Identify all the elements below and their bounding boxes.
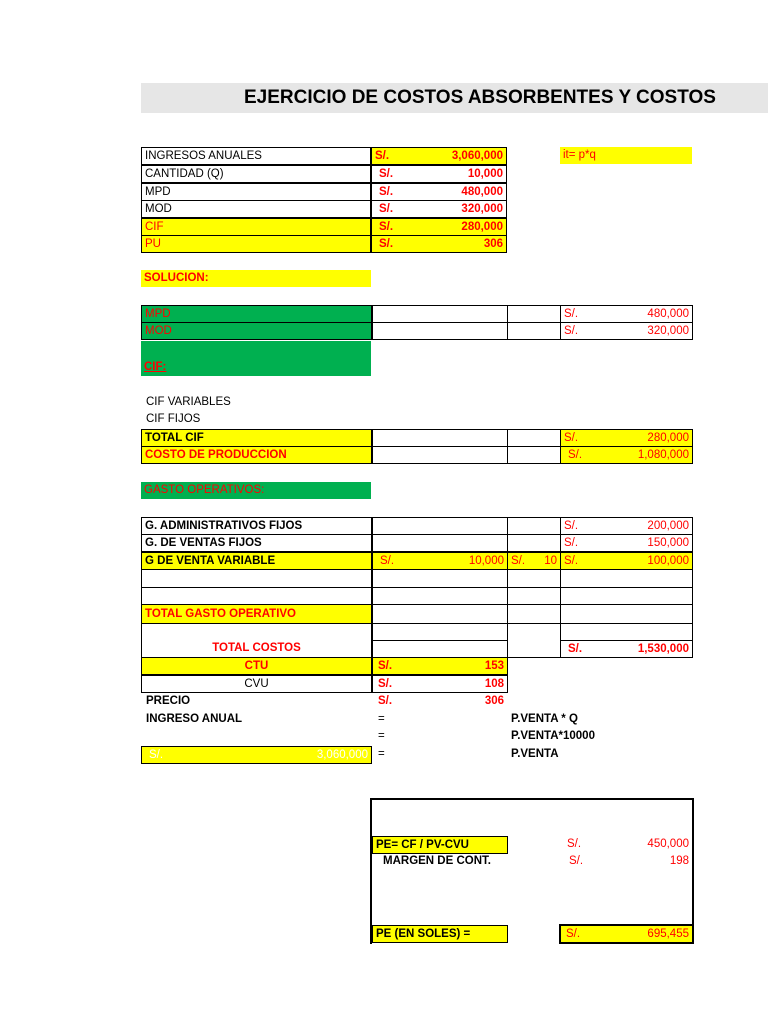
costo-produccion-empty-2 bbox=[507, 446, 561, 464]
cif-label: CIF: bbox=[144, 361, 167, 373]
label-mpd: MPD bbox=[141, 183, 371, 201]
currency-symbol: S/. bbox=[149, 749, 164, 761]
sol-value-mod bbox=[560, 322, 693, 340]
value-cantidad bbox=[371, 165, 507, 183]
tc-empty-4 bbox=[560, 623, 693, 641]
total-cif-label: TOTAL CIF bbox=[141, 429, 372, 447]
g-ventas-empty-1 bbox=[372, 534, 508, 552]
label-cif: CIF bbox=[141, 218, 371, 236]
cif-variables-label: CIF VARIABLES bbox=[146, 396, 231, 408]
currency-symbol: S/. bbox=[379, 168, 394, 180]
g-adm-empty-1 bbox=[372, 517, 508, 535]
value-ingresos-anuales-amount: 3,060,000 bbox=[451, 150, 503, 162]
total-cif-empty-1 bbox=[372, 429, 508, 447]
sol-mod-empty-2 bbox=[507, 322, 561, 340]
sol-value-mpd bbox=[560, 305, 693, 323]
total-gasto-operativo-label: TOTAL GASTO OPERATIVO bbox=[141, 604, 372, 624]
precio-value bbox=[373, 693, 507, 710]
tc-empty-2 bbox=[372, 640, 508, 658]
currency-symbol: S/. bbox=[379, 203, 394, 215]
currency-symbol: S/. bbox=[564, 432, 579, 444]
label-ingresos-anuales: INGRESOS ANUALES bbox=[141, 147, 371, 165]
margen-amount: 198 bbox=[669, 855, 689, 867]
cif-fijos-label: CIF FIJOS bbox=[146, 413, 201, 425]
g-variable-col2-amount: 10,000 bbox=[468, 555, 504, 567]
costo-produccion-label: COSTO DE PRODUCCION bbox=[141, 446, 372, 464]
sol-label-mod: MOD bbox=[141, 322, 372, 340]
currency-symbol: S/. bbox=[567, 838, 582, 850]
pe-frame bbox=[370, 798, 694, 944]
value-mod-amount: 320,000 bbox=[461, 203, 503, 215]
pe-amount: 450,000 bbox=[647, 838, 689, 850]
g-ventas-label: G. DE VENTAS FIJOS bbox=[141, 534, 372, 552]
total-cif-value bbox=[560, 429, 693, 447]
ctu-value bbox=[372, 657, 508, 675]
margen-value bbox=[560, 853, 692, 870]
costo-produccion-value bbox=[560, 446, 693, 464]
value-mpd bbox=[371, 183, 507, 201]
eq3-expr: P.VENTA bbox=[511, 748, 559, 760]
eq2: = bbox=[378, 730, 385, 742]
empty-row-2-d bbox=[560, 587, 693, 605]
margen-label: MARGEN DE CONT. bbox=[383, 855, 491, 867]
currency-symbol: S/. bbox=[375, 150, 390, 162]
empty-row-2-c bbox=[507, 587, 561, 605]
currency-symbol: S/. bbox=[564, 325, 579, 337]
ingreso-anual-expr: P.VENTA * Q bbox=[511, 713, 578, 725]
currency-symbol: S/. bbox=[566, 928, 581, 940]
g-variable-label: G DE VENTA VARIABLE bbox=[141, 552, 372, 570]
total-cif-amount: 280,000 bbox=[647, 432, 689, 444]
currency-symbol: S/. bbox=[380, 555, 395, 567]
pe-formula-label: PE= CF / PV-CVU bbox=[372, 836, 508, 854]
tc-empty-3 bbox=[507, 623, 561, 658]
currency-symbol: S/. bbox=[379, 186, 394, 198]
total-costos-amount: 1,530,000 bbox=[637, 643, 689, 655]
solucion-label: SOLUCION: bbox=[141, 270, 371, 287]
currency-symbol: S/. bbox=[378, 678, 393, 690]
precio-calc-amount: 3,060,000 bbox=[316, 749, 368, 761]
g-ventas-empty-2 bbox=[507, 534, 561, 552]
currency-symbol: S/. bbox=[379, 238, 394, 250]
ingreso-anual-eq: = bbox=[378, 713, 385, 725]
empty-row-2-a bbox=[141, 587, 372, 605]
sheet-title: EJERCICIO DE COSTOS ABSORBENTES Y COSTOS bbox=[141, 83, 768, 113]
g-variable-col2 bbox=[372, 552, 508, 570]
g-variable-col3-amount: 10 bbox=[544, 555, 557, 567]
ctu-label: CTU bbox=[141, 657, 372, 675]
g-adm-empty-2 bbox=[507, 517, 561, 535]
precio-amount: 306 bbox=[484, 695, 504, 707]
costo-produccion-amount: 1,080,000 bbox=[637, 449, 689, 461]
currency-symbol: S/. bbox=[564, 520, 579, 532]
g-variable-col3 bbox=[507, 552, 561, 570]
sol-mpd-empty-1 bbox=[372, 305, 508, 323]
value-cantidad-amount: 10,000 bbox=[467, 168, 503, 180]
sol-value-mpd-amount: 480,000 bbox=[647, 308, 689, 320]
eq3: = bbox=[378, 748, 385, 760]
tgo-empty-1 bbox=[372, 604, 508, 624]
g-adm-label: G. ADMINISTRATIVOS FIJOS bbox=[141, 517, 372, 535]
g-adm-value bbox=[560, 517, 693, 535]
value-mpd-amount: 480,000 bbox=[461, 186, 503, 198]
label-cantidad: CANTIDAD (Q) bbox=[141, 165, 371, 183]
currency-symbol: S/. bbox=[568, 449, 583, 461]
total-cif-empty-2 bbox=[507, 429, 561, 447]
empty-row-1-b bbox=[372, 569, 508, 588]
pe-soles-label: PE (EN SOLES) = bbox=[372, 925, 508, 943]
label-mod: MOD bbox=[141, 200, 371, 218]
pe-soles-amount: 695,455 bbox=[647, 928, 689, 940]
pe-value bbox=[560, 836, 692, 853]
currency-symbol: S/. bbox=[564, 537, 579, 549]
cvu-amount: 108 bbox=[484, 678, 504, 690]
g-variable-value bbox=[560, 552, 693, 570]
total-costos-label: TOTAL COSTOS bbox=[212, 642, 301, 654]
tgo-empty-2 bbox=[507, 604, 561, 624]
costo-produccion-empty-1 bbox=[372, 446, 508, 464]
eq2-expr: P.VENTA*10000 bbox=[511, 730, 595, 742]
tgo-empty-3 bbox=[560, 604, 693, 624]
sol-value-mod-amount: 320,000 bbox=[647, 325, 689, 337]
currency-symbol: S/. bbox=[379, 221, 394, 233]
g-ventas-amount: 150,000 bbox=[647, 537, 689, 549]
sol-label-mpd: MPD bbox=[141, 305, 372, 323]
cvu-value bbox=[372, 675, 508, 693]
currency-symbol: S/. bbox=[564, 308, 579, 320]
empty-row-1-a bbox=[141, 569, 372, 588]
formula-it: it= p*q bbox=[560, 147, 692, 164]
value-mod bbox=[371, 200, 507, 218]
empty-row-1-c bbox=[507, 569, 561, 588]
g-variable-amount: 100,000 bbox=[647, 555, 689, 567]
currency-symbol: S/. bbox=[378, 695, 393, 707]
currency-symbol: S/. bbox=[511, 555, 526, 567]
value-cif-amount: 280,000 bbox=[461, 221, 503, 233]
precio-calc-value bbox=[141, 746, 372, 764]
total-costos-value bbox=[560, 640, 693, 658]
currency-symbol: S/. bbox=[378, 660, 393, 672]
ingreso-anual-label: INGRESO ANUAL bbox=[146, 713, 243, 725]
empty-row-1-d bbox=[560, 569, 693, 588]
label-pu: PU bbox=[141, 235, 371, 253]
sol-mpd-empty-2 bbox=[507, 305, 561, 323]
value-cif bbox=[371, 218, 507, 236]
value-pu bbox=[371, 235, 507, 253]
cvu-label: CVU bbox=[141, 675, 372, 693]
gastos-operativos-label: GASTO OPERATIVOS: bbox=[141, 482, 371, 499]
g-adm-amount: 200,000 bbox=[647, 520, 689, 532]
currency-symbol: S/. bbox=[568, 643, 583, 655]
pe-soles-value bbox=[559, 924, 694, 944]
value-ingresos-anuales bbox=[371, 147, 507, 165]
precio-label: PRECIO bbox=[146, 695, 191, 707]
currency-symbol: S/. bbox=[569, 855, 584, 867]
g-ventas-value bbox=[560, 534, 693, 552]
value-pu-amount: 306 bbox=[483, 238, 503, 250]
tc-empty-1 bbox=[372, 623, 508, 641]
currency-symbol: S/. bbox=[564, 555, 579, 567]
ctu-amount: 153 bbox=[484, 660, 504, 672]
sol-mod-empty-1 bbox=[372, 322, 508, 340]
empty-row-2-b bbox=[372, 587, 508, 605]
